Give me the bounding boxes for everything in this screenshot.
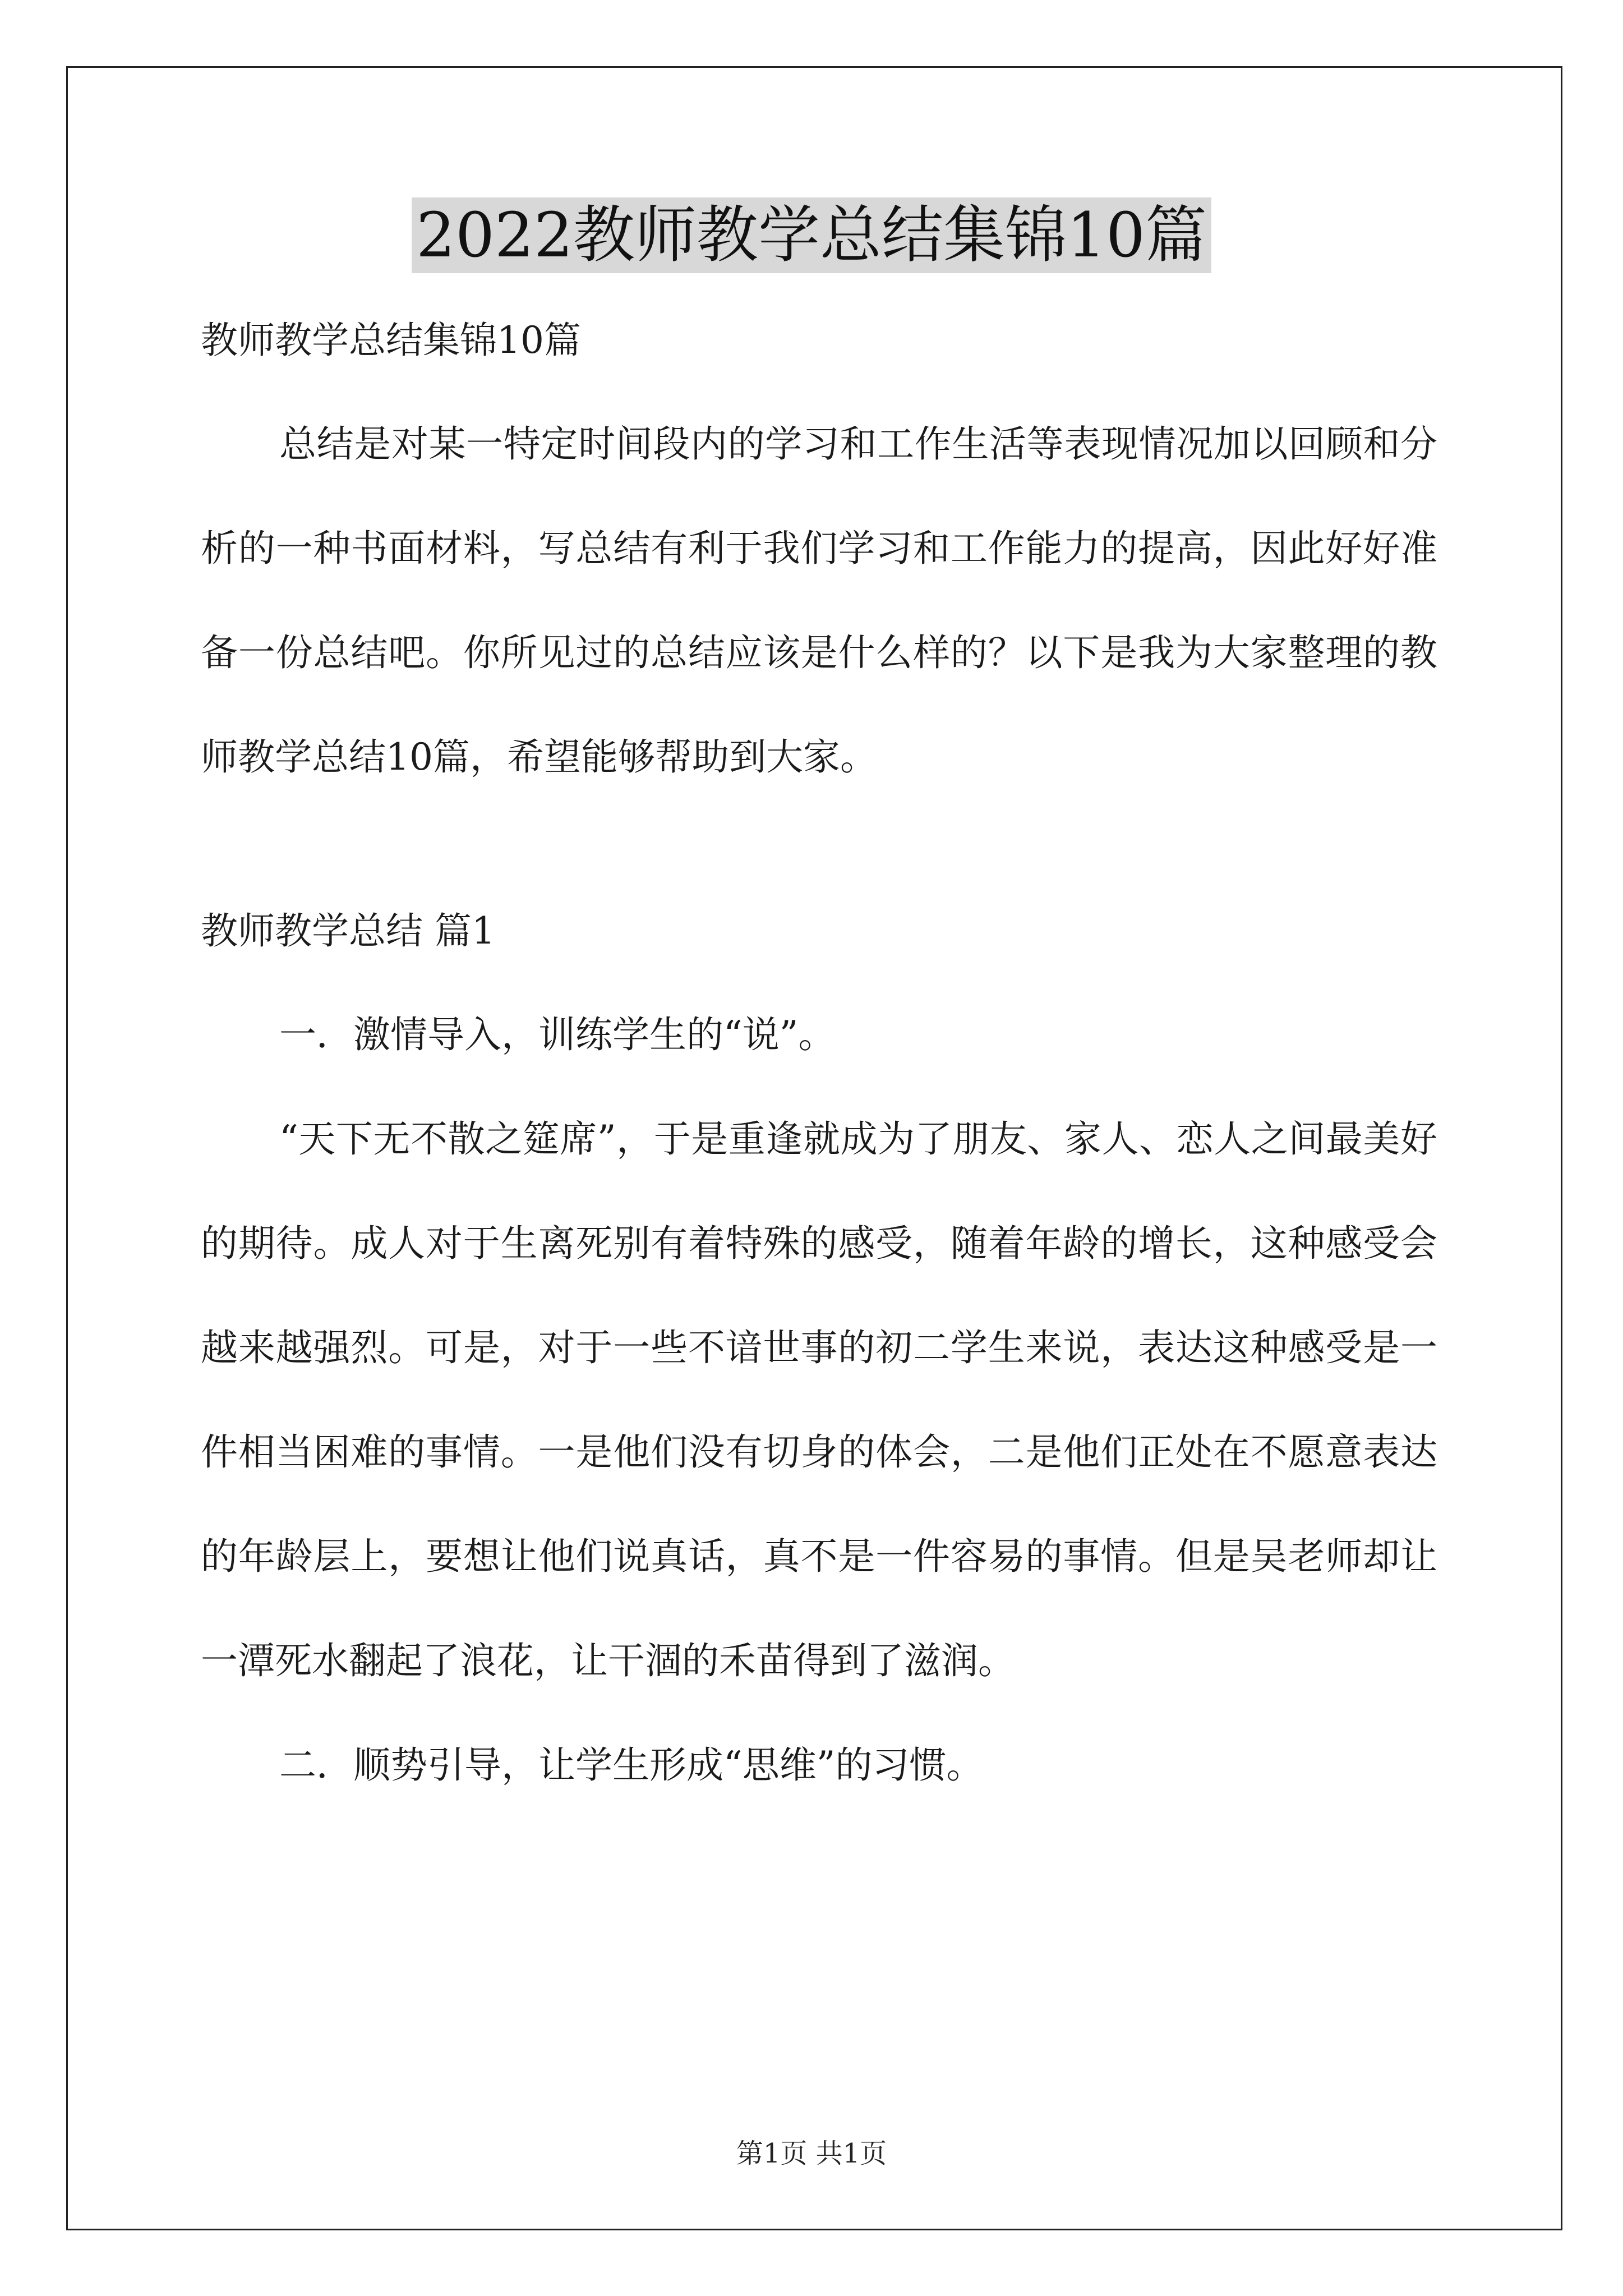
document-subtitle: 教师教学总结集锦10篇 [201,319,581,362]
document-title: 2022教师教学总结集锦10篇 [412,197,1211,273]
section-heading: 教师教学总结 篇1 [201,909,495,953]
item-heading-1: 一．激情导入，训练学生的“说”。 [279,1013,836,1056]
document-body [201,314,1437,1818]
item-heading-2: 二．顺势引导，让学生形成“思维”的习惯。 [279,1743,984,1787]
page-footer: 第1页 共1页 [736,2138,887,2169]
title-block [0,197,1623,273]
intro-paragraph: 总结是对某一特定时间段内的学习和工作生活等表现情况加以回顾和分析的一种书面材料，写总结有利于我们学习和工作能力的提高，因此好好准备一份总结吧。你所见过的总结应该是什么样的？以下是我为大家整理的教师教学总结10篇，希望能够帮助到大家。 [201,422,1437,779]
body-paragraph: “天下无不散之筵席”，于是重逢就成为了朋友、家人、恋人之间最美好的期待。成人对于生离死别有着特殊的感受，随着年龄的增长，这种感受会越来越强烈。可是，对于一些不谙世事的初二学生来说，表达这种感受是一件相当困难的事情。一是他们没有切身的体会，二是他们正处在不愿意表达的年龄层上，要想让他们说真话，真不是一件容易的事情。但是吴老师却让一潭死水翻起了浪花，让干涸的禾苗得到了滋润。 [201,1117,1437,1682]
